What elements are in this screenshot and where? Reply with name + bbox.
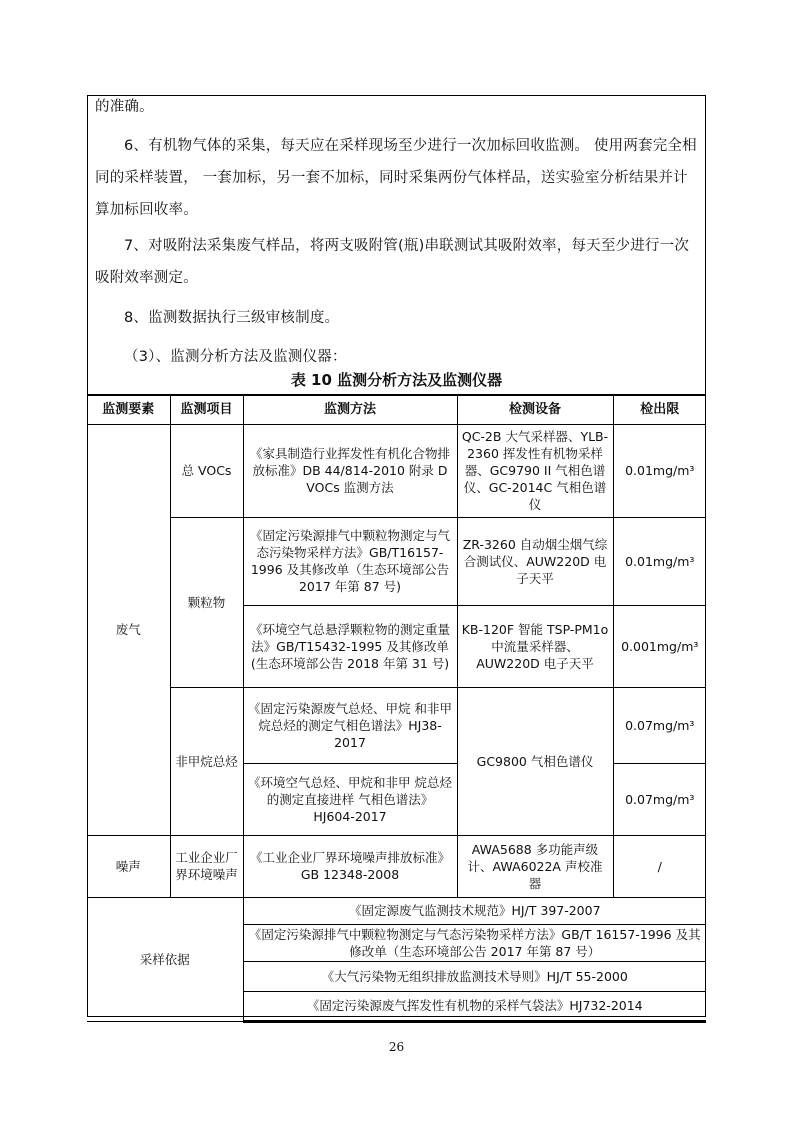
equipment-cell: AWA5688 多功能声级计、AWA6022A 声校准器 (457, 835, 613, 897)
paragraph-item-6: 6、有机物气体的采集，每天应在采样现场至少进行一次加标回收监测。 使用两套完全相同的采样装置， 一套加标，另一套不加标，同时采集两份气体样品，送实验室分析结果并计算加标回收率。 (95, 138, 697, 218)
method-cell: 《环境空气总悬浮颗粒物的测定重量法》GB/T15432-1995 及其修改单(生态环境部公告 2018 年第 31 号) (243, 605, 457, 687)
monitoring-methods-table (87, 394, 706, 1023)
equipment-cell: KB-120F 智能 TSP-PM1o 中流量采样器、AUW220D 电子天平 (457, 605, 613, 687)
limit-cell: 0.07mg/m³ (613, 763, 706, 835)
paragraph-item-8: 8、监测数据执行三级审核制度。 (124, 310, 340, 326)
header-detection-limit: 检出限 (613, 395, 706, 424)
header-method: 监测方法 (243, 395, 457, 424)
sampling-basis-item: 《固定污染源废气挥发性有机物的采样气袋法》HJ732-2014 (243, 991, 706, 1021)
paragraph-continuation: 的准确。 (95, 99, 154, 115)
limit-cell: 0.07mg/m³ (613, 687, 706, 763)
table-row (87, 517, 706, 605)
header-equipment: 检测设备 (457, 395, 613, 424)
group-noise: 噪声 (87, 835, 170, 897)
paragraph-section-3: （3）、监测分析方法及监测仪器： (124, 349, 347, 365)
limit-cell: 0.01mg/m³ (613, 517, 706, 605)
method-cell: 《环境空气总烃、甲烷和非甲 烷总烃的测定直接进样 气相色谱法》HJ604-2017 (243, 763, 457, 835)
item-nmhc: 非甲烷总烃 (170, 687, 243, 835)
method-cell: 《固定污染源排气中颗粒物测定与气态污染物采样方法》GB/T16157-1996 及其修改单（生态环境部公告 2017 年第 87 号) (243, 517, 457, 605)
limit-cell: / (613, 835, 706, 897)
item-vocs: 总 VOCs (170, 424, 243, 517)
item-noise: 工业企业厂界环境噪声 (170, 835, 243, 897)
equipment-cell: GC9800 气相色谱仪 (457, 687, 613, 835)
item-particulate: 颗粒物 (170, 517, 243, 687)
page-number: 26 (388, 1040, 405, 1054)
method-cell: 《固定污染源废气总烃、甲烷 和非甲烷总烃的测定气相色谱法》HJ38-2017 (243, 687, 457, 763)
sampling-basis-item: 《固定源废气监测技术规范》HJ/T 397-2007 (243, 897, 706, 924)
sampling-basis-item: 《固定污染源排气中颗粒物测定与气态污染物采样方法》GB/T 16157-1996 及其修改单（生态环境部公告 2017 年第 87 号） (243, 924, 706, 961)
header-element: 监测要素 (87, 395, 170, 424)
group-waste-gas: 废气 (87, 424, 170, 835)
equipment-cell: QC-2B 大气采样器、YLB-2360 挥发性有机物采样器、GC9790 II 气相色谱仪、GC-2014C 气相色谱仪 (457, 424, 613, 517)
method-cell: 《家具制造行业挥发性有机化合物排放标准》DB 44/814-2010 附录 D VOCs 监测方法 (243, 424, 457, 517)
table-caption: 表 10 监测分析方法及监测仪器 (290, 371, 503, 389)
table-row (87, 835, 706, 897)
table-header-row (87, 395, 706, 424)
limit-cell: 0.01mg/m³ (613, 424, 706, 517)
table-row (87, 424, 706, 517)
table-row (87, 897, 706, 924)
method-cell: 《工业企业厂界环境噪声排放标准》GB 12348-2008 (243, 835, 457, 897)
equipment-cell: ZR-3260 自动烟尘烟气综合测试仪、AUW220D 电子天平 (457, 517, 613, 605)
table-row (87, 687, 706, 763)
limit-cell: 0.001mg/m³ (613, 605, 706, 687)
paragraph-item-7: 7、对吸附法采集废气样品，将两支吸附管(瓶)串联测试其吸附效率，每天至少进行一次吸附效率测定。 (95, 238, 690, 286)
group-sampling-basis: 采样依据 (87, 897, 243, 1021)
header-item: 监测项目 (170, 395, 243, 424)
sampling-basis-item: 《大气污染物无组织排放监测技术导则》HJ/T 55-2000 (243, 961, 706, 991)
